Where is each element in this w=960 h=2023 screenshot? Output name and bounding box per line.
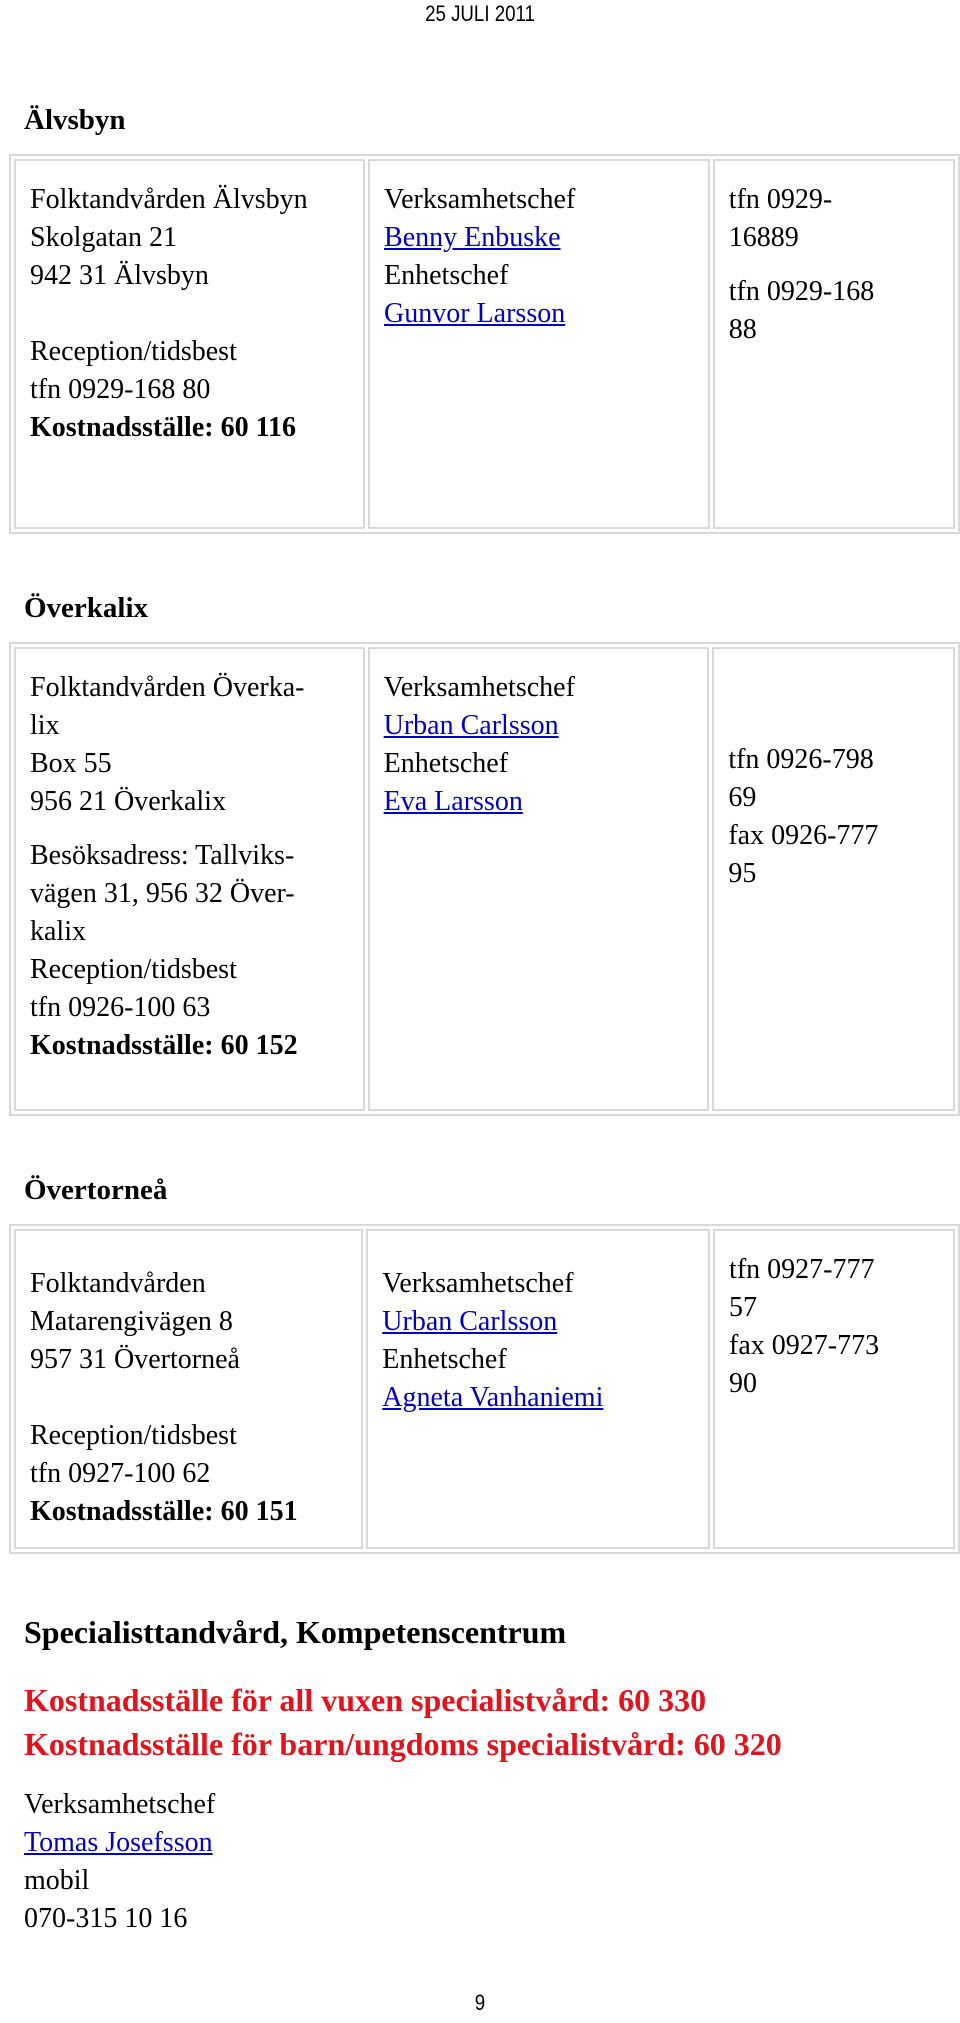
clinic-address-line1: Box 55	[30, 748, 112, 779]
cost-center-adult: Kostnadsställe för all vuxen specialistvård: 60 330	[24, 1682, 707, 1718]
phone-line: tfn 0926-798	[728, 744, 874, 775]
specialist-contact	[24, 1786, 215, 1938]
phone-line: 88	[728, 314, 757, 345]
visit-address: Besöksadress: Tallviks-	[30, 840, 295, 871]
phone-line: tfn 0929-168	[728, 276, 875, 307]
staff-link-unit-head[interactable]: Eva Larsson	[383, 786, 523, 817]
clinic-address-line1: Skolgatan 21	[30, 222, 177, 253]
clinic-info-cell	[14, 159, 365, 529]
phone-line: tfn 0929-	[728, 184, 833, 215]
cost-center: Kostnadsställe: 60 116	[30, 412, 297, 443]
cost-center: Kostnadsställe: 60 152	[30, 1030, 298, 1061]
visit-address-cont: vägen 31, 956 32 Över-	[30, 878, 295, 909]
clinic-info-cell	[14, 1229, 363, 1549]
phone-line: 69	[728, 782, 757, 813]
clinic-address-line2: 956 21 Överkalix	[30, 786, 226, 817]
reception-phone: tfn 0926-100 63	[30, 992, 211, 1023]
clinic-name: Folktandvården Överka-	[30, 672, 305, 703]
phone-cell	[713, 1229, 955, 1549]
clinic-name-cont: lix	[30, 710, 60, 741]
staff-link-manager[interactable]: Benny Enbuske	[384, 222, 561, 253]
page-number: 9	[474, 1990, 486, 2015]
clinic-table-alvsbyn	[9, 154, 960, 534]
staff-cell	[366, 1229, 710, 1549]
fax-line: fax 0927-773	[729, 1330, 880, 1361]
staff-cell	[368, 159, 710, 529]
phone-line: 57	[729, 1292, 758, 1323]
clinic-address-line1: Matarengivägen 8	[30, 1306, 233, 1337]
fax-line: 90	[729, 1368, 758, 1399]
clinic-name: Folktandvården Älvsbyn	[30, 184, 308, 215]
specialist-role: Verksamhetschef	[24, 1789, 216, 1820]
clinic-name: Folktandvården	[30, 1268, 206, 1299]
clinic-info-cell	[14, 647, 365, 1111]
clinic-address-line2: 957 31 Övertorneå	[30, 1344, 240, 1375]
cost-center-child: Kostnadsställe för barn/ungdoms specialistvård: 60 320	[24, 1726, 782, 1762]
reception-label: Reception/tidsbest	[30, 336, 237, 367]
phone-cell	[712, 647, 955, 1111]
clinic-table-overkalix	[9, 642, 960, 1116]
staff-role-manager: Verksamhetschef	[382, 1268, 574, 1299]
phone-cell	[713, 159, 955, 529]
fax-line: 95	[728, 858, 757, 889]
visit-address-cont: kalix	[30, 916, 86, 947]
clinic-table-overtornea	[9, 1224, 960, 1554]
mobile-label: mobil	[24, 1865, 90, 1896]
reception-phone: tfn 0927-100 62	[30, 1458, 211, 1489]
reception-label: Reception/tidsbest	[30, 1420, 237, 1451]
specialist-title: Specialisttandvård, Kompetenscentrum	[24, 1614, 567, 1650]
staff-role-unit-head: Enhetschef	[382, 1344, 507, 1375]
cost-center: Kostnadsställe: 60 151	[30, 1496, 298, 1527]
reception-label: Reception/tidsbest	[30, 954, 237, 985]
phone-line: 16889	[728, 222, 799, 253]
clinic-address-line2: 942 31 Älvsbyn	[30, 260, 209, 291]
staff-cell	[368, 647, 710, 1111]
page-date: 25 JULI 2011	[425, 1, 535, 26]
section-title-alvsbyn: Älvsbyn	[24, 104, 126, 136]
staff-role-unit-head: Enhetschef	[384, 260, 509, 291]
mobile-number: 070-315 10 16	[24, 1903, 188, 1934]
reception-phone: tfn 0929-168 80	[30, 374, 211, 405]
fax-line: fax 0926-777	[728, 820, 879, 851]
staff-role-unit-head: Enhetschef	[383, 748, 509, 779]
staff-link-manager[interactable]: Urban Carlsson	[382, 1306, 558, 1337]
staff-link-unit-head[interactable]: Gunvor Larsson	[384, 298, 566, 329]
staff-link-manager[interactable]: Urban Carlsson	[383, 710, 559, 741]
specialist-name-link[interactable]: Tomas Josefsson	[24, 1827, 213, 1858]
staff-link-unit-head[interactable]: Agneta Vanhaniemi	[382, 1382, 604, 1413]
section-title-overkalix: Överkalix	[24, 592, 149, 624]
phone-line: tfn 0927-777	[729, 1254, 875, 1285]
staff-role-manager: Verksamhetschef	[384, 184, 576, 215]
staff-role-manager: Verksamhetschef	[383, 672, 575, 703]
section-title-overtornea: Övertorneå	[24, 1174, 168, 1206]
